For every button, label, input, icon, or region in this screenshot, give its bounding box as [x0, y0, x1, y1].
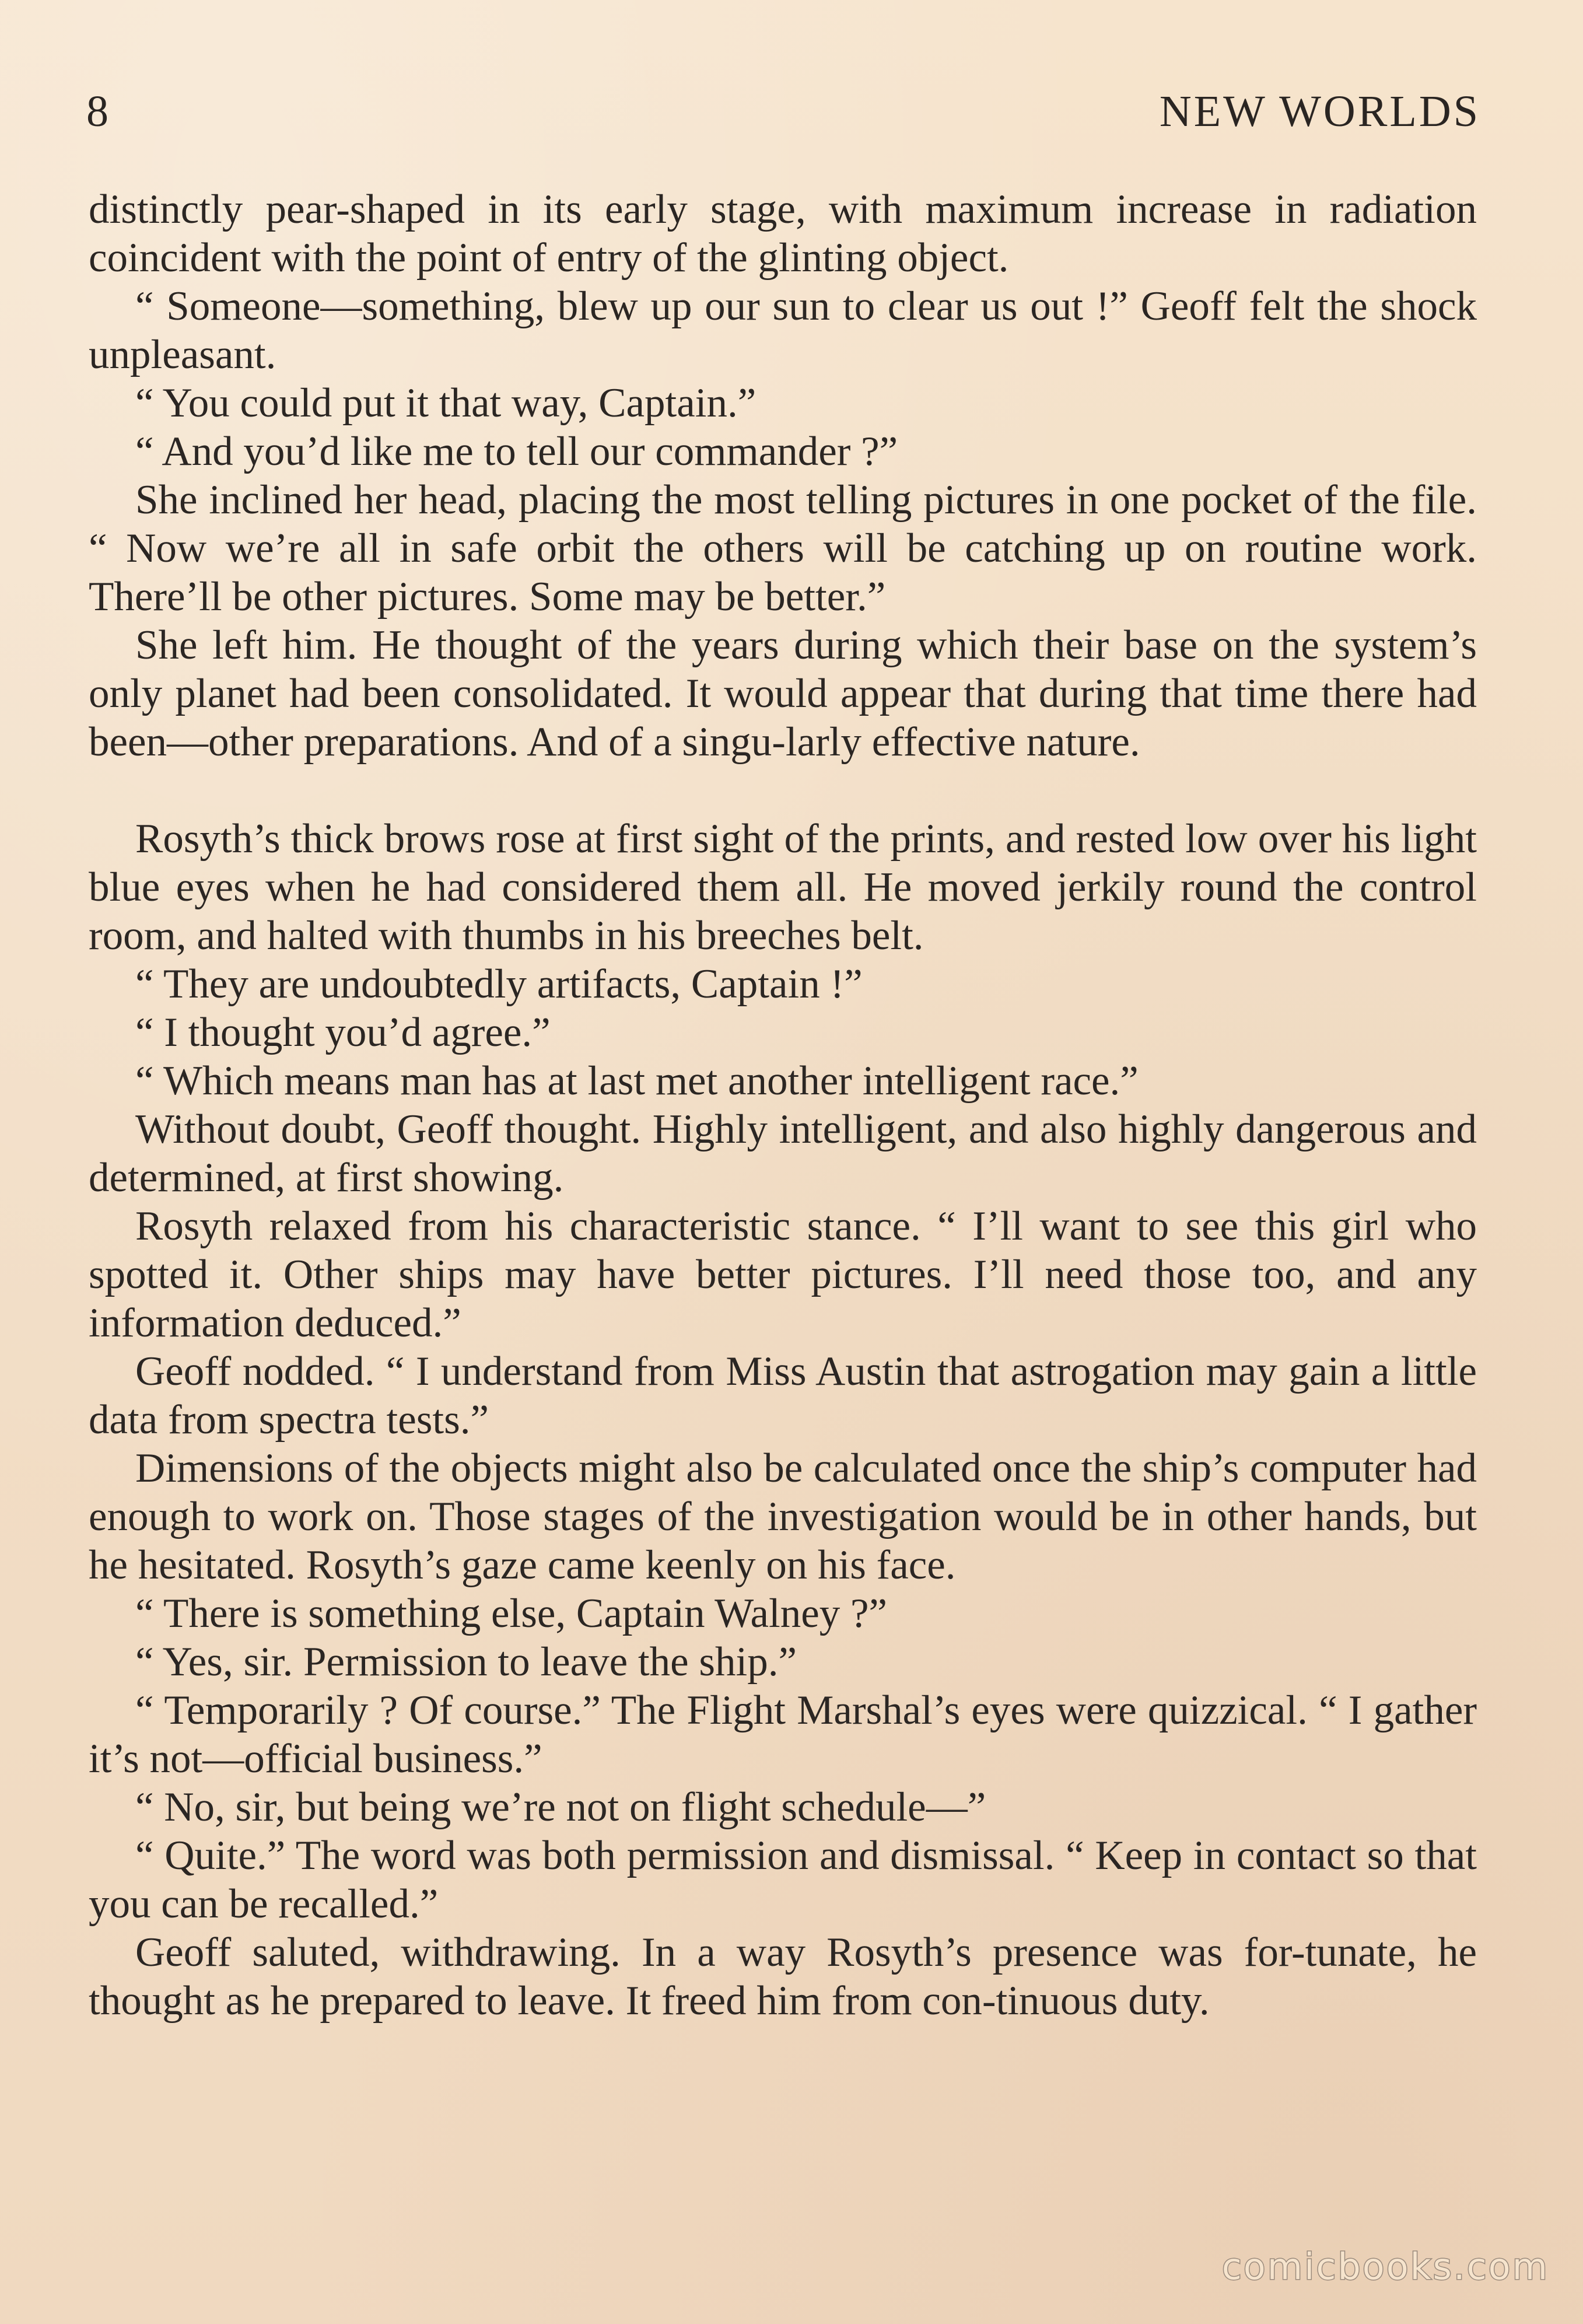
paragraph: “ Quite.” The word was both permission and dismissal. “ Keep in contact so that you can be recalled.”: [89, 1833, 1477, 1927]
paragraph: “ Yes, sir. Permission to leave the ship.”: [135, 1639, 797, 1685]
paragraph: “ You could put it that way, Captain.”: [135, 380, 757, 426]
journal-title: NEW WORLDS: [1159, 87, 1480, 136]
page-number: 8: [86, 87, 110, 136]
paragraph: distinctly pear-shaped in its early stage, with maximum increase in radiation coincident with the point of entry of the glinting object.: [89, 187, 1477, 281]
paragraph: Rosyth relaxed from his characteristic stance. “ I’ll want to see this girl who spotted it. Other ships may have better pictures. I’ll need those too, and any information deduced.”: [89, 1203, 1477, 1346]
paragraph: “ No, sir, but being we’re not on flight schedule—”: [135, 1784, 986, 1830]
paragraph: Rosyth’s thick brows rose at first sight of the prints, and rested low over his light blue eyes when he had considered them all. He moved jerkily round the control room, and halted with thumbs in his breeches belt.: [89, 816, 1477, 958]
paragraph: She inclined her head, placing the most telling pictures in one pocket of the file. “ Now we’re all in safe orbit the others will be catching up on routine work. There’ll be other pictures. Some may be better.”: [89, 477, 1477, 620]
paragraph: “ There is something else, Captain Walney ?”: [135, 1591, 887, 1636]
running-head: [86, 86, 1480, 145]
paragraph: “ And you’d like me to tell our commander ?”: [135, 429, 898, 474]
paragraph: Dimensions of the objects might also be calculated once the ship’s computer had enough to work on. Those stages of the investigation would be in other hands, but he hesitated. Rosyth’s gaze came keenly on his face.: [89, 1446, 1477, 1588]
paragraph: Without doubt, Geoff thought. Highly intelligent, and also highly dangerous and determined, at first showing.: [89, 1107, 1477, 1200]
paragraph: “ Which means man has at last met another intelligent race.”: [135, 1058, 1139, 1104]
section-break: [89, 766, 1477, 815]
paragraph: “ I thought you’d agree.”: [135, 1010, 551, 1055]
paragraph: “ Someone—something, blew up our sun to clear us out !” Geoff felt the shock unpleasant.: [89, 284, 1477, 377]
paragraph: Geoff saluted, withdrawing. In a way Rosyth’s presence was for-tunate, he thought as he prepared to leave. It freed him from con-tinuous duty.: [89, 1930, 1477, 2024]
body-text: [89, 186, 1477, 2025]
paragraph: She left him. He thought of the years during which their base on the system’s only planet had been consolidated. It would appear that during that time there had been—other preparations. And of a singu-larly effective nature.: [89, 622, 1477, 765]
paragraph: “ Temporarily ? Of course.” The Flight Marshal’s eyes were quizzical. “ I gather it’s not—official business.”: [89, 1688, 1477, 1782]
paragraph: Geoff nodded. “ I understand from Miss Austin that astrogation may gain a little data from spectra tests.”: [89, 1349, 1477, 1443]
watermark: comicbooks.com: [1221, 2245, 1549, 2288]
paragraph: “ They are undoubtedly artifacts, Captain !”: [135, 961, 863, 1007]
